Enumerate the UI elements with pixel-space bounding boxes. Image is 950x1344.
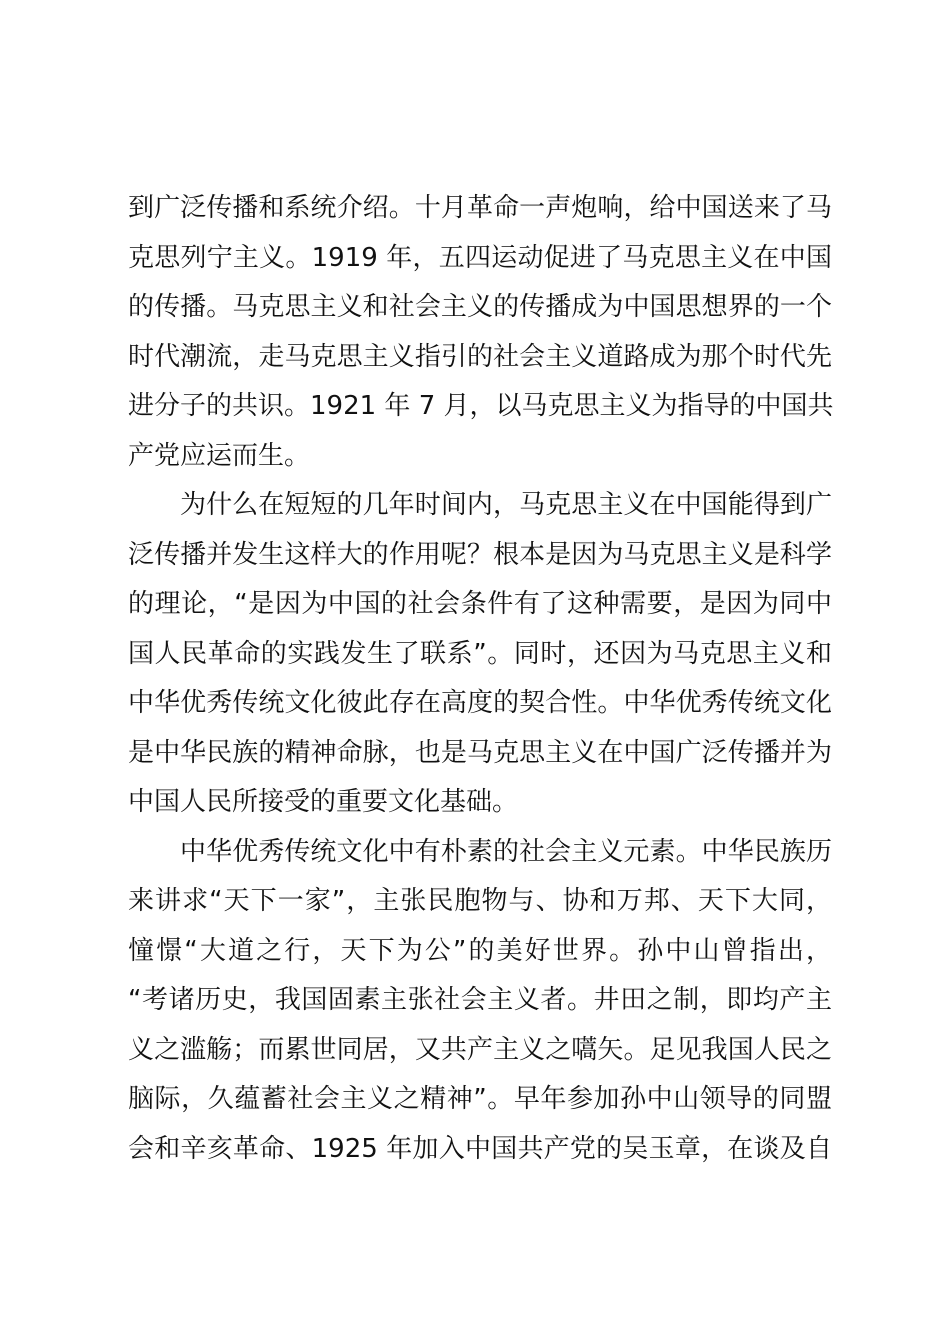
text-line: “考诸历史，我国固素主张社会主义者。井田之制，即均产主 [128,985,832,1015]
body-text [128,184,832,1174]
text-line: 的传播。马克思主义和社会主义的传播成为中国思想界的一个 [128,292,832,322]
text-line: 是中华民族的精神命脉，也是马克思主义在中国广泛传播并为 [128,737,832,768]
paragraph-first-line: 为什么在短短的几年时间内，马克思主义在中国能得到广 [180,490,832,520]
text-line: 到广泛传播和系统介绍。十月革命一声炮响，给中国送来了马 [128,193,832,223]
text-line: 脑际，久蕴蓄社会主义之精神”。早年参加孙中山领导的同盟 [128,1084,832,1114]
text-line: 产党应运而生。 [128,440,311,471]
text-line: 中华优秀传统文化彼此存在高度的契合性。中华优秀传统文化 [128,688,832,718]
text-line: 克思列宁主义。1919 年，五四运动促进了马克思主义在中国 [128,242,832,273]
text-line: 国人民革命的实践发生了联系”。同时，还因为马克思主义和 [128,638,832,669]
text-line: 中国人民所接受的重要文化基础。 [128,787,519,817]
text-line: 憧憬“大道之行，天下为公”的美好世界。孙中山曾指出， [128,935,832,966]
paragraph-first-line: 中华优秀传统文化中有朴素的社会主义元素。中华民族历 [180,836,832,867]
text-line: 的理论，“是因为中国的社会条件有了这种需要，是因为同中 [128,589,832,619]
text-line: 时代潮流，走马克思主义指引的社会主义道路成为那个时代先 [128,341,832,372]
text-line: 来讲求“天下一家”，主张民胞物与、协和万邦、天下大同， [128,886,832,916]
text-line: 泛传播并发生这样大的作用呢？根本是因为马克思主义是科学 [128,539,832,570]
text-line: 义之滥觞；而累世同居，又共产主义之嚆矢。足见我国人民之 [128,1034,832,1065]
text-line: 进分子的共识。1921 年 7 月，以马克思主义为指导的中国共 [128,391,834,421]
text-line: 会和辛亥革命、1925 年加入中国共产党的吴玉章，在谈及自 [128,1133,832,1164]
